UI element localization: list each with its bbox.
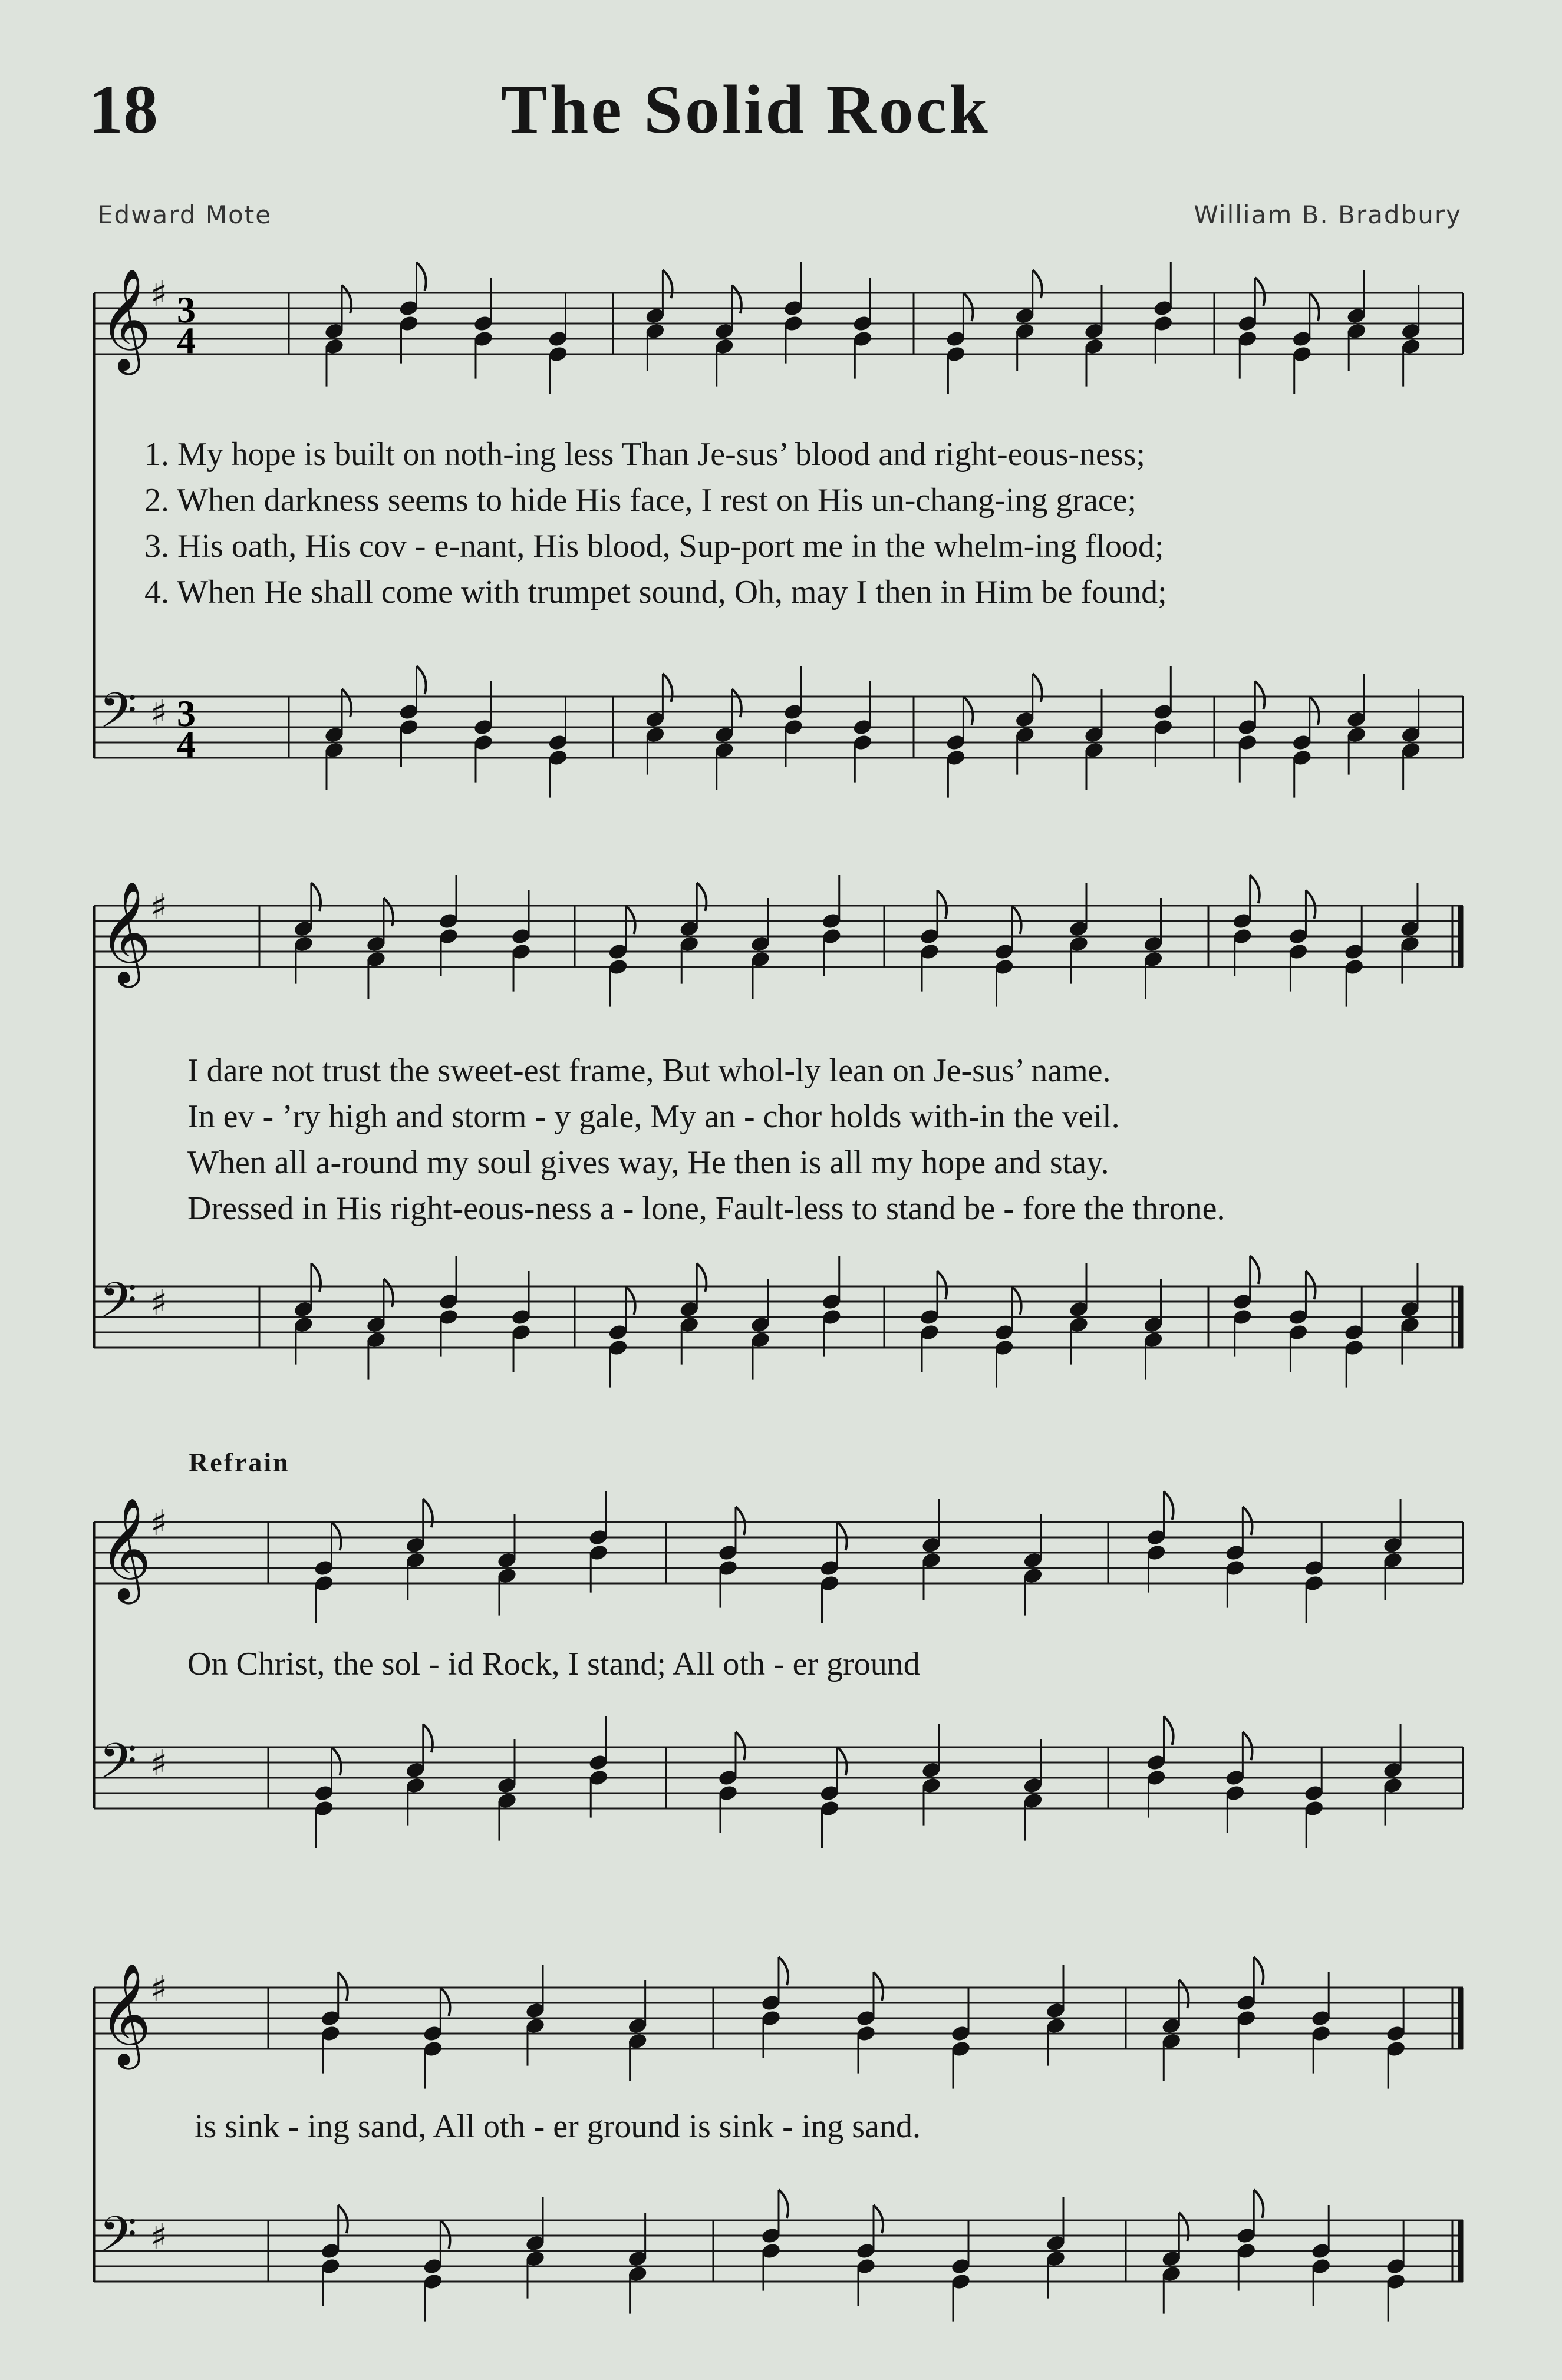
note-flag (1164, 1716, 1173, 1745)
refrain-line-2: is sink - ing sand, All oth - er ground is sink - ing sand. (195, 2108, 921, 2145)
note-flag (1254, 2190, 1263, 2218)
note-flag (1306, 890, 1315, 919)
note-flag (779, 2190, 788, 2218)
note-flag (736, 1732, 745, 1760)
verse-4-line-a: 4. When He shall come with trumpet sound, Oh, may I then in Him be found; (144, 574, 1167, 610)
note-flag (342, 689, 351, 717)
refrain-label: Refrain (189, 1447, 290, 1477)
note-flag (626, 906, 635, 934)
note-flag (1306, 1271, 1315, 1299)
note-flag (384, 898, 393, 926)
note-flag (736, 1507, 745, 1535)
note-flag (423, 1724, 433, 1752)
bass-clef-icon: 𝄢 (99, 2206, 137, 2275)
note-flag (732, 285, 742, 313)
verse-4-line-b: Dressed in His right-eous-ness a - lone, Fault-less to stand be - fore the throne. (187, 1190, 1225, 1227)
note-flag (937, 1271, 947, 1299)
note-flag (1310, 696, 1319, 725)
verse-1-line-b: I dare not trust the sweet-est frame, But whol-ly lean on Je-sus’ name. (187, 1052, 1111, 1089)
note-flag (417, 666, 426, 694)
treble-clef-icon: 𝄞 (99, 268, 151, 371)
note-flag (311, 883, 321, 911)
note-flag (332, 1522, 341, 1550)
note-flag (1250, 1256, 1260, 1284)
note-flag (663, 674, 672, 702)
note-flag (874, 2205, 883, 2233)
note-flag (332, 1747, 341, 1775)
verse-3-line-b: When all a-round my soul gives way, He then is all my hope and stay. (187, 1144, 1109, 1181)
time-signature-bottom: 4 (177, 723, 196, 765)
time-signature-bottom: 4 (177, 319, 196, 361)
note-flag (440, 2220, 450, 2249)
sharp-icon: ♯ (150, 1968, 168, 2009)
sharp-icon: ♯ (150, 273, 168, 315)
note-flag (1164, 1491, 1173, 1520)
note-flag (874, 1972, 883, 2001)
note-flag (838, 1522, 847, 1550)
note-flag (1012, 1286, 1021, 1315)
note-flag (1243, 1732, 1252, 1760)
note-flag (342, 285, 351, 313)
hymn-number: 18 (88, 71, 158, 148)
composer-credit: William B. Bradbury (1194, 200, 1462, 229)
lyricist-credit: Edward Mote (97, 200, 272, 229)
note-flag (963, 293, 973, 321)
note-flag (963, 696, 973, 725)
bass-clef-icon: 𝄢 (99, 682, 137, 751)
note-flag (1254, 1957, 1263, 1985)
note-flag (338, 2205, 348, 2233)
note-flag (417, 262, 426, 291)
time-signature-top: 3 (177, 692, 196, 734)
note-flag (779, 1957, 788, 1985)
note-flag (732, 689, 742, 717)
treble-clef-icon: 𝄞 (99, 881, 151, 983)
hymn-title: The Solid Rock (501, 71, 990, 148)
note-flag (1255, 278, 1264, 306)
note-flag (1255, 681, 1264, 709)
treble-clef-icon: 𝄞 (99, 1963, 151, 2065)
note-flag (338, 1972, 348, 2001)
verse-3-line-a: 3. His oath, His cov - e-nant, His blood, Sup-port me in the whelm-ing flood; (144, 528, 1164, 565)
note-flag (1250, 875, 1260, 903)
note-flag (384, 1279, 393, 1307)
verse-2-line-a: 2. When darkness seems to hide His face, I rest on His un-chang-ing grace; (144, 482, 1137, 519)
note-flag (440, 1988, 450, 2016)
note-flag (838, 1747, 847, 1775)
note-flag (697, 1263, 706, 1292)
note-flag (1033, 270, 1042, 298)
verse-2-line-b: In ev - ’ry high and storm - y gale, My an - chor holds with-in the veil. (187, 1098, 1120, 1135)
verse-1-line-a: 1. My hope is built on noth-ing less Than Je-sus’ blood and right-eous-ness; (144, 436, 1145, 473)
note-flag (1179, 1980, 1188, 2008)
note-flag (1179, 2213, 1188, 2241)
sharp-icon: ♯ (150, 692, 168, 734)
note-flag (423, 1499, 433, 1527)
treble-clef-icon: 𝄞 (99, 1497, 151, 1600)
note-flag (1243, 1507, 1252, 1535)
sharp-icon: ♯ (150, 1503, 168, 1544)
bass-clef-icon: 𝄢 (99, 1732, 137, 1801)
note-flag (1012, 906, 1021, 934)
bass-clef-icon: 𝄢 (99, 1272, 137, 1341)
note-flag (937, 890, 947, 919)
sharp-icon: ♯ (150, 886, 168, 927)
refrain-line-1: On Christ, the sol - id Rock, I stand; All oth - er ground (187, 1646, 920, 1682)
sharp-icon: ♯ (150, 1743, 168, 1784)
note-flag (1310, 293, 1319, 321)
note-flag (311, 1263, 321, 1292)
note-flag (697, 883, 706, 911)
note-flag (626, 1286, 635, 1315)
time-signature-top: 3 (177, 289, 196, 331)
sharp-icon: ♯ (150, 2216, 168, 2257)
note-flag (663, 270, 672, 298)
note-flag (1033, 674, 1042, 702)
sharp-icon: ♯ (150, 1282, 168, 1323)
